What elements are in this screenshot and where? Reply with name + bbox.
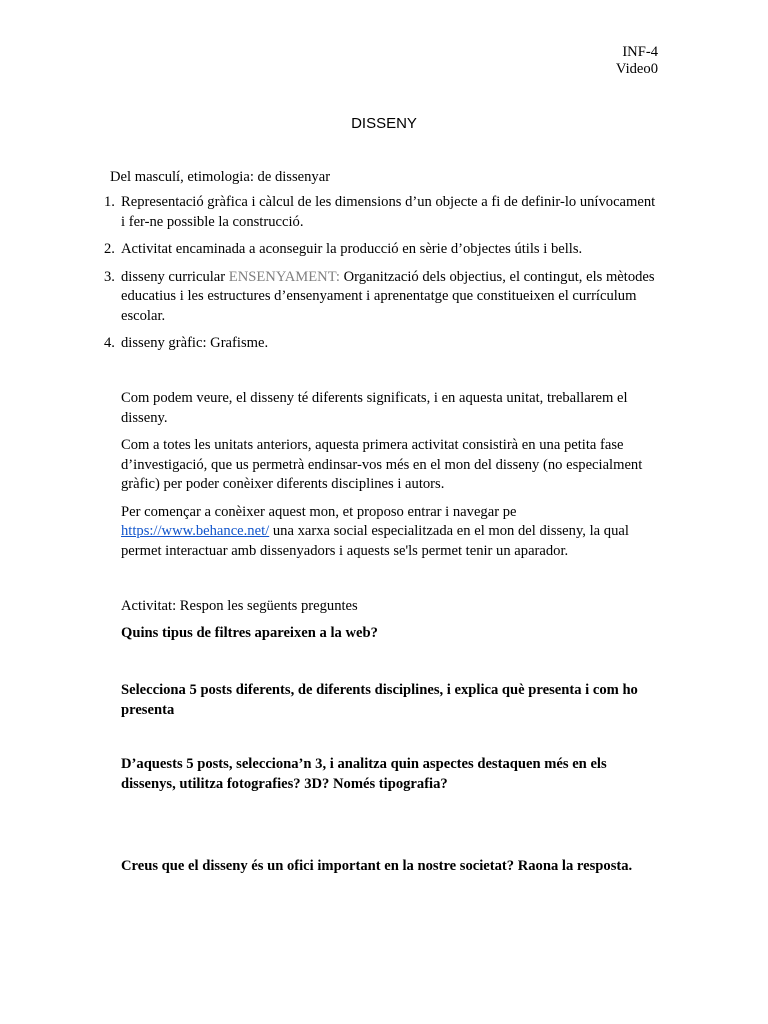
- paragraph-investigation: Com a totes les unitats anteriors, aquesta primera activitat consistirà en una petita fase d’investigació, que us permetrà endinsar-vos més en el mon del disseny (no especialment gràfic) per poder conèixer diferents disciplines i autors.: [121, 437, 643, 492]
- list-number: 2.: [104, 241, 115, 257]
- etymology-intro: Del masculí, etimologia: de dissenyar: [110, 169, 331, 185]
- activity-label: Activitat: Respon les següents preguntes: [121, 598, 358, 614]
- list-number: 1.: [104, 194, 115, 210]
- definition-text: Activitat encaminada a aconseguir la producció en sèrie d’objectes útils i bells.: [121, 241, 583, 257]
- paragraph-behance: [121, 503, 661, 562]
- question-3: D’aquests 5 posts, selecciona’n 3, i analitza quin aspectes destaquen més en els dissenys, utilitza fotografies? 3D? Només tipografia?: [121, 756, 607, 792]
- definition-prefix: disseny curricular: [121, 268, 229, 285]
- behance-link[interactable]: https://www.behance.net/: [121, 523, 270, 539]
- question-2: Selecciona 5 posts diferents, de diferents disciplines, i explica què presenta i com ho presenta: [121, 682, 638, 718]
- page-header: [616, 44, 658, 78]
- list-item: [0, 240, 661, 260]
- list-number: 4.: [104, 335, 115, 351]
- definition-text: Organització dels objectius, el contingut, els mètodes educatius i les estructures d’ensenyament i aprenentatge que constitueixen el currículum escolar.: [121, 268, 655, 324]
- question-4: Creus que el disseny és un ofici important en la nostre societat? Raona la resposta.: [121, 858, 633, 874]
- list-item: [0, 193, 661, 232]
- definition-text: disseny gràfic: Grafisme.: [121, 335, 269, 351]
- question-1: Quins tipus de filtres apareixen a la web?: [121, 625, 378, 641]
- domain-tag: ENSENYAMENT:: [228, 268, 340, 285]
- definition-text: Representació gràfica i càlcul de les dimensions d’un objecte a fi de definir-lo unívocament i fer-ne possible la construcció.: [121, 194, 656, 230]
- paragraph-meanings: Com podem veure, el disseny té diferents significats, i en aquesta unitat, treballarem el disseny.: [121, 390, 628, 426]
- body-section: [121, 389, 661, 569]
- header-code: INF-4: [622, 44, 658, 60]
- list-number: 3.: [104, 268, 115, 285]
- definitions-list: [0, 193, 768, 362]
- document-title: DISSENY: [351, 115, 417, 132]
- list-item: [0, 334, 661, 354]
- list-item: [0, 268, 661, 327]
- paragraph-behance-pre: Per començar a conèixer aquest mon, et proposo entrar i navegar pe: [121, 503, 517, 520]
- header-subtitle: Video0: [615, 61, 658, 77]
- paragraph-behance-post: una xarxa social especialitzada en el mon del disseny, la qual permet interactuar amb dissenyadors i aquests se'ls permet tenir un aparador.: [121, 523, 629, 559]
